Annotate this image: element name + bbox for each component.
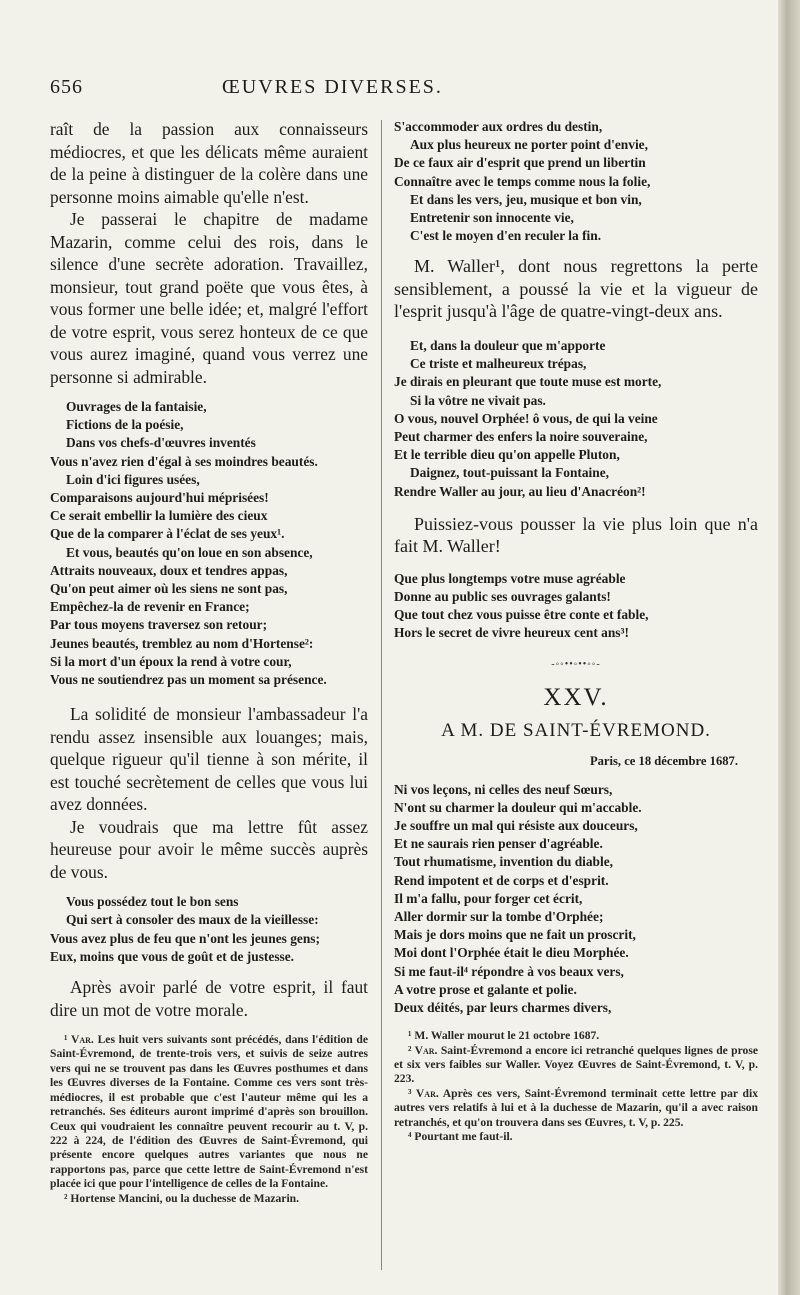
paragraph: raît de la passion aux connaisseurs médiocres, et que les délicats même auraient de la peine à distinguer de la colère dans une personne moins aimable qu'elle n'est. <box>50 119 368 207</box>
verse-line: Rend impotent et de corps et d'esprit. <box>394 872 609 888</box>
verse-line: Vous ne soutiendrez pas un moment sa présence. <box>50 672 327 688</box>
verse-line: Que de la comparer à l'éclat de ses yeux¹. <box>50 526 285 542</box>
verse-line: Que tout chez vous puisse être conte et fable, <box>394 607 649 623</box>
footnote-label: ¹ Var. <box>64 1033 94 1047</box>
verse-line: Aller dormir sur la tombe d'Orphée; <box>394 908 604 924</box>
footnote <box>50 1033 368 1191</box>
footnote-label: ³ Var. <box>408 1086 439 1100</box>
verse-line: Que plus longtemps votre muse agréable <box>394 570 626 586</box>
verse-line: Moi dont l'Orphée était le dieu Morphée. <box>394 945 629 961</box>
verse-line: Vous avez plus de feu que n'ont les jeunes gens; <box>50 930 320 946</box>
verse-line: Vous n'avez rien d'égal à ses moindres beautés. <box>50 453 318 469</box>
verse-block <box>50 398 368 689</box>
verse-line: Dans vos chefs-d'œuvres inventés <box>66 435 256 451</box>
footnote-label: ² Var. <box>408 1043 438 1057</box>
verse-line: Qui sert à consoler des maux de la vieillesse: <box>66 912 319 928</box>
verse-line: N'ont su charmer la douleur qui m'accable. <box>394 799 642 815</box>
verse-line: Rendre Waller au jour, au lieu d'Anacréon²! <box>394 483 646 499</box>
page-number: 656 <box>50 76 83 98</box>
verse-line: Connaître avec le temps comme nous la folie, <box>394 173 651 189</box>
verse-line: Hors le secret de vivre heureux cent ans³! <box>394 625 629 641</box>
verse-line: Ouvrages de la fantaisie, <box>66 399 207 414</box>
verse-line: Attraits nouveaux, doux et tendres appas, <box>50 562 288 578</box>
paragraph: Puissiez-vous pousser la vie plus loin que n'a fait M. Waller! <box>394 513 758 557</box>
verse-line: Daignez, tout-puissant la Fontaine, <box>410 465 610 481</box>
verse-line: Si la vôtre ne vivait pas. <box>410 392 546 408</box>
verse-line: Fictions de la poésie, <box>66 417 184 433</box>
verse-line: Ce triste et malheureux trépas, <box>410 356 587 372</box>
verse-line: Eux, moins que vous de goût et de justesse. <box>50 948 295 964</box>
verse-line: Ni vos leçons, ni celles des neuf Sœurs, <box>394 781 613 797</box>
verse-line: Et vous, beautés qu'on loue en son absence, <box>66 544 313 560</box>
verse-line: Si me faut-il⁴ répondre à vos beaux vers, <box>394 963 624 979</box>
column-divider <box>381 120 382 1270</box>
verse-line: Donne au public ses ouvrages galants! <box>394 588 611 604</box>
verse-block <box>394 337 758 501</box>
page-binding-edge <box>778 0 800 1295</box>
verse-line: Et, dans la douleur que m'apporte <box>410 337 606 353</box>
verse-line: Entretenir son innocente vie, <box>410 210 574 226</box>
letter-date: Paris, ce 18 décembre 1687. <box>589 753 738 768</box>
verse-line: Si la mort d'un époux la rend à votre cour, <box>50 653 292 669</box>
verse-line: Et ne saurais rien penser d'agréable. <box>394 836 603 852</box>
verse-line: De ce faux air d'esprit que prend un libertin <box>394 155 646 171</box>
running-title: ŒUVRES DIVERSES. <box>222 76 443 98</box>
right-column <box>394 118 758 1144</box>
verse-line: Vous possédez tout le bon sens <box>66 894 239 910</box>
verse-line: C'est le moyen d'en reculer la fin. <box>410 228 602 244</box>
letter-addressee: A M. DE SAINT-ÉVREMOND. <box>441 719 711 741</box>
verse-block <box>394 570 758 643</box>
verse-line: Et le terrible dieu qu'on appelle Pluton, <box>394 447 620 463</box>
footnote: ⁴ Pourtant me faut-il. <box>408 1130 513 1144</box>
paragraph: Après avoir parlé de votre esprit, il faut dire un mot de votre morale. <box>50 977 368 1020</box>
verse-line: Jeunes beautés, tremblez au nom d'Hortense²: <box>50 635 314 651</box>
footnote-text: Saint-Évremond a encore ici retranché quelques lignes de prose et six vers faibles sur Waller. Voyez Œuvres de Saint-Évremond, t. V, p. 223. <box>394 1043 758 1086</box>
footnote <box>394 1087 758 1130</box>
verse-line: Par tous moyens traversez son retour; <box>50 617 268 633</box>
footnote: ¹ M. Waller mourut le 21 octobre 1687. <box>408 1029 600 1043</box>
left-column <box>50 118 368 1206</box>
paragraph: La solidité de monsieur l'ambassadeur l'a rendu assez insensible aux louanges; mais, quelque rigueur qu'il tienne à son mérite, il est touché secrètement de celles que vous lui avez données. <box>50 704 368 815</box>
verse-block <box>50 893 368 966</box>
verse-line: Tout rhumatisme, invention du diable, <box>394 854 614 870</box>
verse-line: O vous, nouvel Orphée! ô vous, de qui la veine <box>394 410 658 426</box>
footnote-text: Après ces vers, Saint-Évremond terminait cette lettre par dix autres vers relatifs à lui et à la duchesse de Mazarin, qu'il a avec raison retranchés, et qu'on trouvera dans ses Œuvres, t. V, p. 225. <box>394 1086 758 1129</box>
paragraph: M. Waller¹, dont nous regrettons la perte sensiblement, a poussé la vie et la vigueur de l'esprit jusqu'à l'âge de quatre-vingt-deux ans. <box>394 256 758 322</box>
verse-line: Peut charmer des enfers la noire souveraine, <box>394 428 648 444</box>
verse-line: A votre prose et galante et polie. <box>394 981 577 997</box>
verse-line: Loin d'ici figures usées, <box>66 471 200 487</box>
footnote-text: Les huit vers suivants sont précédés, dans l'édition de Saint-Évremond, de trente-trois vers, et suivis de seize autres vers qui ne se trouvent pas dans les Œuvres posthumes et dans les Œuvres diverses de la Fontaine. Comme ces vers sont très-médiocres, il est probable que c'est l'auteur même qui les a retranchés. Ses éditeurs auront imprimé d'après son brouillon. Ceux qui voudraient les connaître peuvent recourir au t. V, p. 222 à 224, de l'édition des Œuvres de Saint-Évremond, qui présente encore quelques autres variantes que nous ne rapportons pas, parce que cette lettre de Saint-Évremond n'est placée ici que pour l'intelligence de celles de la Fontaine. <box>50 1033 368 1191</box>
footnote <box>394 1044 758 1087</box>
verse-line: Comparaisons aujourd'hui méprisées! <box>50 490 269 506</box>
verse-line: Empêchez-la de revenir en France; <box>50 599 250 615</box>
letter-number: XXV. <box>543 683 609 711</box>
ornament-divider: -◦◦••◦••◦◦- <box>551 658 601 670</box>
verse-line: Aux plus heureux ne porter point d'envie, <box>410 137 648 153</box>
paragraph: Je voudrais que ma lettre fût assez heureuse pour avoir le même succès auprès de vous. <box>50 816 368 882</box>
verse-block <box>394 118 758 245</box>
page-header <box>50 76 700 106</box>
verse-line: S'accommoder aux ordres du destin, <box>394 119 603 134</box>
verse-line: Il m'a fallu, pour forger cet écrit, <box>394 890 583 906</box>
verse-line: Je souffre un mal qui résiste aux douceurs, <box>394 817 638 833</box>
verse-line: Deux déités, par leurs charmes divers, <box>394 1000 612 1015</box>
verse-line: Qu'on peut aimer où les siens ne sont pas, <box>50 581 288 597</box>
verse-line: Mais je dors moins que ne fait un proscrit, <box>394 927 636 943</box>
verse-line: Ce serait embellir la lumière des cieux <box>50 508 268 524</box>
paragraph: Je passerai le chapitre de madame Mazarin, comme celui des rois, dans le silence d'une secrète adoration. Travaillez, monsieur, tout grand poëte que vous êtes, à vous former une belle idée; et, malgré l'effort de votre esprit, vous serez honteux de ce que vous aurez imaginé, quand vous verrez une personne si admirable. <box>50 209 368 387</box>
verse-line: Et dans les vers, jeu, musique et bon vin, <box>410 191 642 207</box>
verse-line: Je dirais en pleurant que toute muse est morte, <box>394 374 662 390</box>
footnote: ² Hortense Mancini, ou la duchesse de Mazarin. <box>64 1191 300 1205</box>
verse-block <box>394 781 758 1018</box>
